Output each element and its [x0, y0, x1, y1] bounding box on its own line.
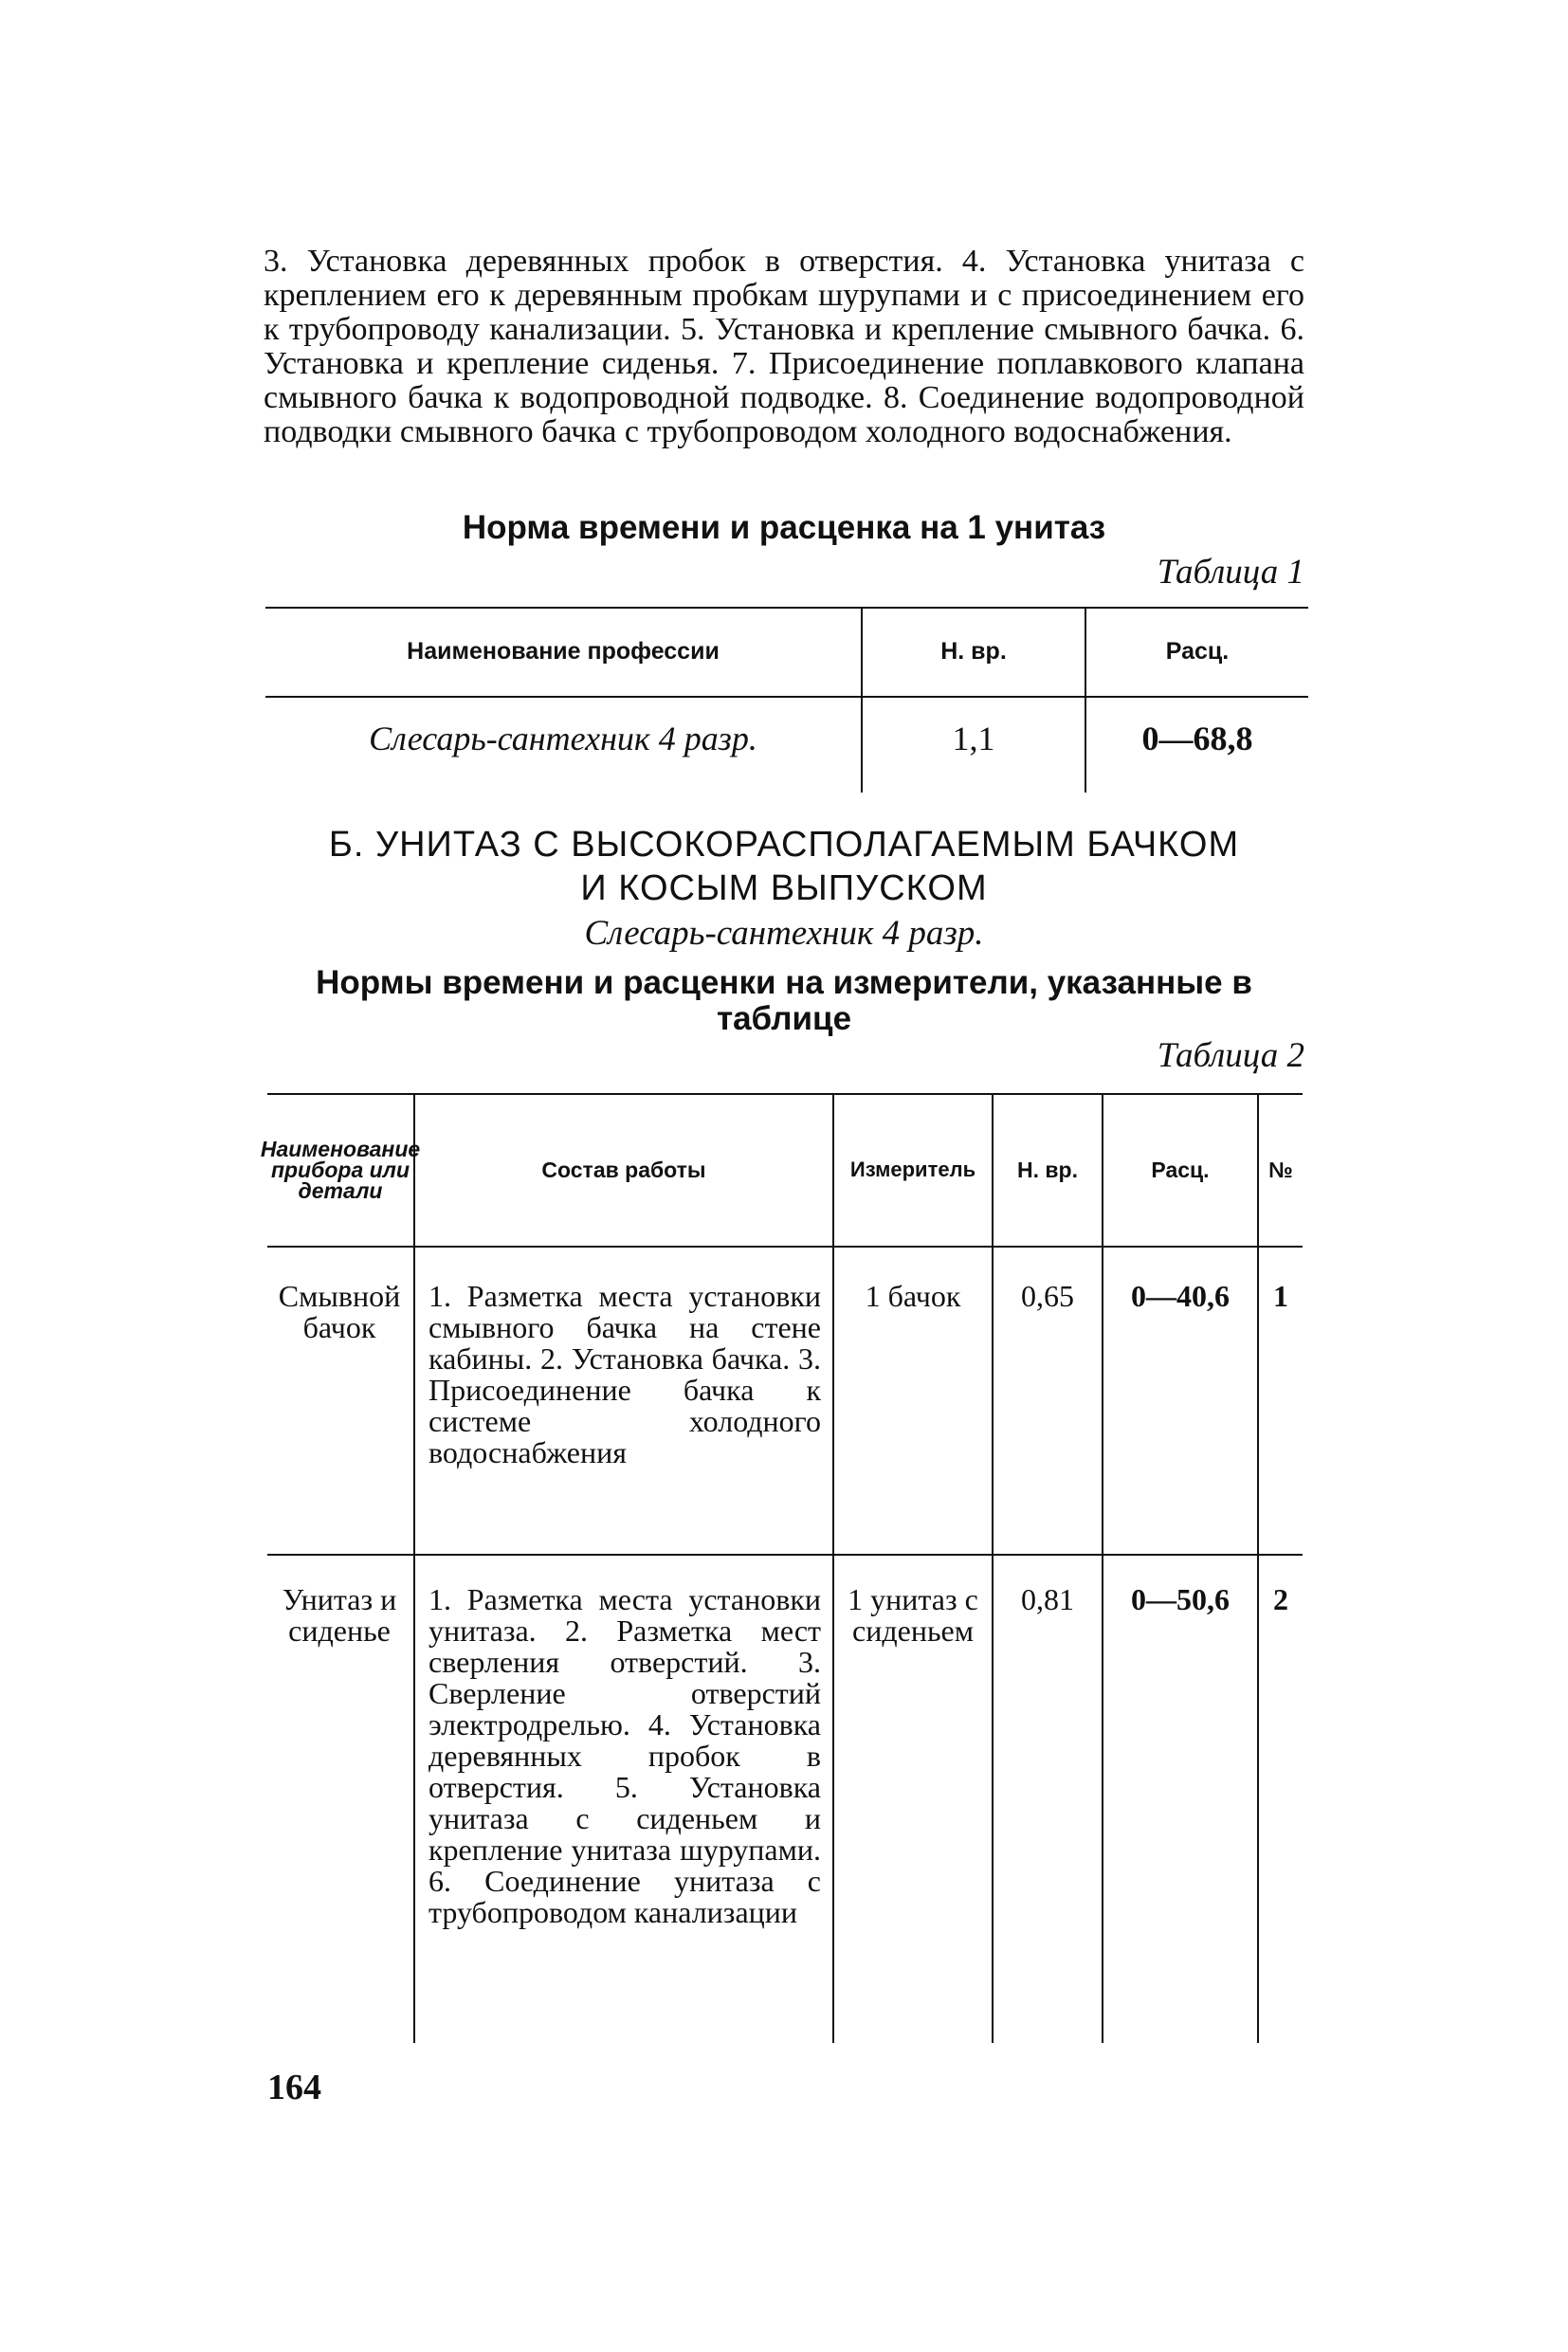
section-title — [264, 823, 1304, 910]
table2-heading: Нормы времени и расценки на измерители, указанные в таблице — [316, 964, 1252, 1037]
section-title-line1: Б. УНИТАЗ С ВЫСОКОРАСПОЛАГАЕМЫМ БАЧКОМ — [328, 825, 1240, 865]
table2 — [260, 1093, 1303, 2043]
table2-header-item: Наименование прибора или детали — [260, 1136, 421, 1203]
table1-header-price: Расц. — [1165, 637, 1230, 665]
table1-heading: Норма времени и расценка на 1 унитаз — [462, 509, 1106, 546]
table2-row-rule — [267, 1554, 1303, 1556]
table1-header-profession: Наименование профессии — [407, 637, 720, 665]
table2-label: Таблица 2 — [1157, 1036, 1304, 1075]
table1-header-time: Н. вр. — [940, 637, 1007, 665]
intro-paragraph: 3. Установка деревянных пробок в отверстия. 4. Установка унитаза с креплением его к деревянным пробкам шурупами и с присоединением его к трубопроводу канализации. 5. Установка и крепление смывного бачка. 6. Установка и крепление сиденья. 7. Присоединение поплавкового клапана смывного бачка к водопроводной подводке. 8. Соединение водопроводной подводки смывного бачка с трубопроводом холодного водоснабжения. — [264, 244, 1304, 449]
table2-row2-price: 0—50,6 — [1131, 1582, 1230, 1616]
table2-row1-unit: 1 бачок — [865, 1279, 961, 1313]
table2-row1-number: 1 — [1273, 1279, 1288, 1313]
table2-header-unit: Измеритель — [849, 1157, 976, 1181]
table2-row2-unit: 1 унитаз с сиденьем — [848, 1582, 978, 1648]
table2-header-number: № — [1268, 1157, 1293, 1182]
table2-row2-work: 1. Разметка места установки унитаза. 2. Разметка мест сверления отверстий. 3. Сверление отверстий электродрелью. 4. Установка деревянных пробок в отверстия. 5. Установка унитаза с сиденьем и крепление унитаза шурупами. 6. Соединение унитаза с трубопроводом канализации — [428, 1582, 821, 1929]
table2-row1-work: 1. Разметка места установки смывного бачка на стене кабины. 2. Установка бачка. 3. Присоединение бачка к системе холодного водоснабжения — [428, 1279, 821, 1469]
section-title-line2: И КОСЫМ ВЫПУСКОМ — [580, 868, 988, 908]
table2-row1-item: Смывной бачок — [278, 1279, 401, 1344]
table1-label: Таблица 1 — [1157, 553, 1304, 592]
table2-row1-time: 0,65 — [1021, 1279, 1074, 1313]
table1-cell-price: 0—68,8 — [1141, 720, 1253, 757]
table1 — [265, 607, 1308, 796]
section-subtitle: Слесарь-сантехник 4 разр. — [584, 914, 984, 953]
table2-header-time: Н. вр. — [1017, 1157, 1078, 1182]
table2-header-price: Расц. — [1151, 1157, 1210, 1182]
table2-row1-price: 0—40,6 — [1131, 1279, 1230, 1313]
table2-header-work: Состав работы — [541, 1157, 706, 1182]
table2-row2-time: 0,81 — [1021, 1582, 1074, 1616]
table1-cell-profession: Слесарь-сантехник 4 разр. — [369, 720, 757, 757]
table1-cell-time: 1,1 — [952, 720, 995, 757]
table2-row2-number: 2 — [1273, 1582, 1288, 1616]
table2-row2-item: Унитаз и сиденье — [282, 1582, 397, 1648]
page-number: 164 — [267, 2068, 321, 2107]
table2-header-rule — [267, 1246, 1303, 1248]
